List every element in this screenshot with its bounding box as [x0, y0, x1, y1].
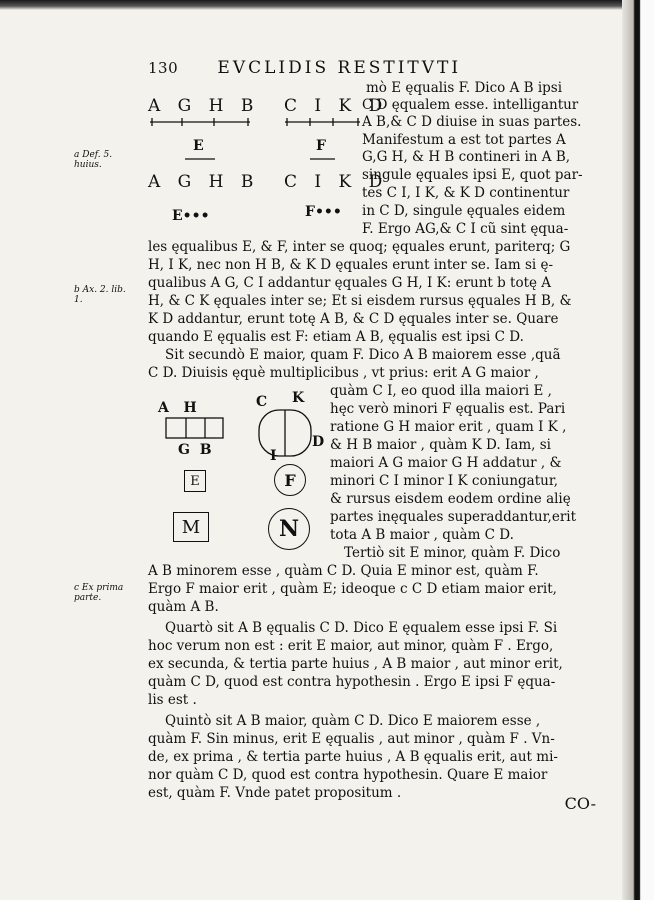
text-line: ratione G H maior erit , quam I K ,	[330, 419, 567, 435]
text-line: C D. Diuisis ęquè multiplicibus , vt prius: erit A G maior ,	[148, 365, 539, 381]
fig1-f: F	[316, 138, 326, 154]
text-line: Quintò sit A B maior, quàm C D. Dico E maiorem esse ,	[165, 713, 541, 729]
text-line: & rursus eisdem eodem ordine alię	[330, 491, 571, 507]
text-line: lis est .	[148, 692, 197, 708]
text-line: nor quàm C D, quod est contra hypothesin. Quare E maior	[148, 767, 548, 783]
catchword: CO-	[564, 794, 596, 813]
text-line: G,G H, & H B contineri in A B,	[362, 149, 571, 165]
text-line: H, I K, nec non H B, & K D ęquales erunt inter se. Iam si ę-	[148, 257, 554, 273]
fig2-f-circle: F	[274, 464, 306, 496]
text-line: hoc verum non est : erit E maior, aut minor, quàm F . Ergo,	[148, 638, 554, 654]
text-line: maiori A G maior G H addatur , &	[330, 455, 562, 471]
margin-note-a: a Def. 5. huius.	[74, 150, 113, 170]
fig1-row2-right: C I K D	[284, 172, 389, 192]
page-number: 130	[148, 59, 179, 77]
fig1-e: E	[193, 138, 204, 154]
text-line: Tertiò sit E minor, quàm F. Dico	[344, 545, 561, 561]
text-line: F. Ergo AG,& C I cũ sint ęqua-	[362, 221, 569, 237]
fig2-e-box: E	[184, 470, 206, 492]
text-line: quàm A B.	[148, 599, 219, 615]
text-line: C D ęqualem esse. intelligantur	[362, 97, 579, 113]
text-line: hęc verò minori F ęqualis est. Pari	[330, 401, 566, 417]
fig2-k: K	[292, 390, 305, 406]
margin-note-b: b Ax. 2. lib. 1.	[74, 285, 126, 305]
text-line: A B,& C D diuise in suas partes.	[362, 114, 582, 130]
text-line: ex secunda, & tertia parte huius , A B maior , aut minor erit,	[148, 656, 563, 672]
fig2-i: I	[270, 448, 277, 464]
text-line: mò E ęqualis F. Dico A B ipsi	[366, 80, 563, 96]
text-line: singule ęquales ipsi E, quot par-	[362, 167, 583, 183]
text-line: qualibus A G, C I addantur ęquales G H, I K: erunt b totę A	[148, 275, 552, 291]
text-line: minori C I minor I K coniungatur,	[330, 473, 559, 489]
fig2-n-circle: N	[268, 508, 310, 550]
text-line: Sit secundò E maior, quam F. Dico A B maiorem esse ,quã	[165, 347, 561, 363]
text-line: in C D, singule ęquales eidem	[362, 203, 566, 219]
fig2-d: D	[312, 434, 325, 450]
fig2-top-labels: A H	[158, 400, 197, 416]
fig1-row2-left: A G H B	[148, 172, 260, 192]
text-line: tota A B maior , quàm C D.	[330, 527, 514, 543]
fig2-c: C	[256, 394, 268, 410]
text-line: quàm F. Sin minus, erit E ęqualis , aut minor , quàm F . Vn-	[148, 731, 555, 747]
fig1-row1-right: C I K D	[284, 96, 389, 116]
text-line: Quartò sit A B ęqualis C D. Dico E ęqualem esse ipsi F. Si	[165, 620, 558, 636]
fig2-m-box: M	[173, 512, 209, 542]
text-line: & H B maior , quàm K D. Iam, si	[330, 437, 551, 453]
text-line: quando E ęqualis est F: etiam A B, ęqualis est ipsi C D.	[148, 329, 524, 345]
running-title: EVCLIDIS RESTITVTI	[217, 58, 462, 78]
text-line: quàm C D, quod est contra hypothesin . Ergo E ipsi F ęqua-	[148, 674, 556, 690]
fig1-e-dots: E•••	[172, 208, 210, 224]
text-line: H, & C K ęquales inter se; Et si eisdem rursus ęquales H B, &	[148, 293, 572, 309]
fig1-f-dots: F•••	[305, 204, 342, 220]
text-line: Manifestum a est tot partes A	[362, 132, 566, 148]
text-line: A B minorem esse , quàm C D. Quia E minor est, quàm F.	[148, 563, 539, 579]
margin-note-c: c Ex prima parte.	[74, 583, 124, 603]
text-line: tes C I, I K, & K D continentur	[362, 185, 570, 201]
text-line: K D addantur, erunt totę A B, & C D ęquales inter se. Quare	[148, 311, 559, 327]
text-line: est, quàm F. Vnde patet propositum .	[148, 785, 402, 801]
text-line: de, ex prima , & tertia parte huius , A B ęqualis erit, aut mi-	[148, 749, 558, 765]
text-line: les ęqualibus E, & F, inter se quoq; ęquales erunt, pariterq; G	[148, 239, 571, 255]
text-line: Ergo F maior erit , quàm E; ideoque c C D etiam maior erit,	[148, 581, 557, 597]
text-line: quàm C I, eo quod illa maiori E ,	[330, 383, 552, 399]
text-line: partes inęquales superaddantur,erit	[330, 509, 577, 525]
fig2-bottom-labels: G B	[178, 442, 212, 458]
fig1-row1-left: A G H B	[148, 96, 260, 116]
